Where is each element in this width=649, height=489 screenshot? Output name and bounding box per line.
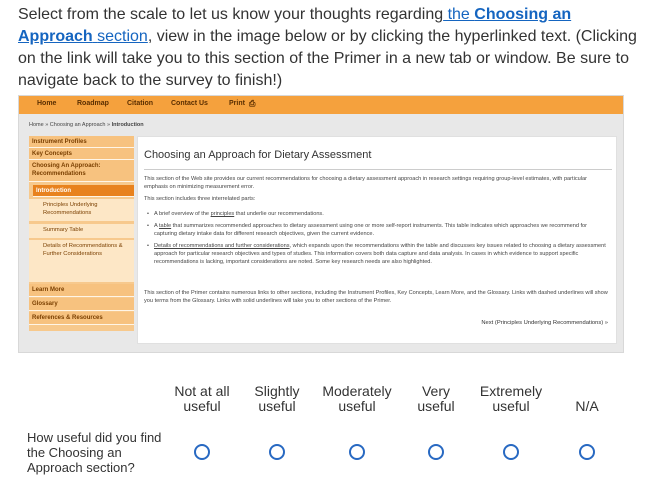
radio-very-useful[interactable] (428, 444, 444, 460)
scale-label-very: Very useful (417, 383, 455, 414)
preview-sidebar-item-active: Introduction (33, 185, 134, 197)
radio-not-at-all-useful[interactable] (194, 444, 210, 460)
scale-label-extremely: Extremely useful (479, 383, 543, 414)
preview-next-link: Next (Principles Underlying Recommendations) » (481, 320, 608, 326)
preview-sidebar-item: Instrument Profiles (29, 136, 134, 148)
preview-page-title: Choosing an Approach for Dietary Assessment (144, 149, 372, 161)
scale-label-na: N/A (575, 398, 599, 414)
divider (144, 169, 612, 170)
preview-sidebar-subitem: Principles Underlying Recommendations (29, 199, 134, 221)
preview-sidebar (29, 136, 134, 331)
section-preview-image (18, 95, 624, 353)
instructions-text: Select from the scale to let us know your thoughts regarding the Choosing an Approach section, view in the image below or by clicking the hyperlinked text. (Clicking on the link will take you to this section of the Primer in a new tab or window. Be sure to navigate back to the survey to finish!) (18, 6, 637, 89)
radio-na[interactable] (579, 444, 595, 460)
printer-icon: ⎙ (249, 99, 256, 108)
preview-sidebar-item: Key Concepts (29, 148, 134, 160)
preview-nav-citation: Citation (127, 100, 154, 107)
preview-breadcrumb: Home » Choosing an Approach » Introduction (29, 122, 144, 128)
preview-bullet: • A table that summarizes recommended approaches to dietary assessment using one or more self-report instruments. This table indicates which approaches we recommend for capturing dietary intake data for different research objectives, given the current evidence. (154, 222, 610, 238)
preview-sidebar-subitem: Summary Table (29, 224, 134, 238)
preview-bullet: • Details of recommendations and further considerations, which expands upon the recommendations within the table and discusses key issues related to choosing a dietary assessment approach for particular research objectives and types of studies. This information covers both data capture and data analysis. In cases in which evidence to support specific recommendations is lacking, important considerations are noted. Some key research needs are also highlighted. (154, 242, 610, 266)
preview-content (137, 136, 617, 344)
preview-bullet: • A brief overview of the principles that underlie our recommendations. (154, 210, 610, 218)
preview-sidebar-item: References & Resources (29, 312, 134, 325)
preview-sidebar-item: Choosing An Approach: Recommendations (29, 160, 134, 182)
preview-nav-bar (19, 96, 624, 114)
preview-sidebar-subitem: Details of Recommendations & Further Considerations (29, 240, 134, 282)
preview-nav-contact: Contact Us (171, 100, 208, 107)
preview-paragraph: This section of the Primer contains numerous links to other sections, including the Instrument Profiles, Key Concepts, Learn More, and the Glossary. Links with dashed underlines will show you terms from the Glossary. Links with solid underlines will take you to other sections of the Primer. (144, 290, 608, 304)
preview-nav-home: Home (37, 100, 57, 107)
preview-sidebar-item: Learn More (29, 284, 134, 297)
scale-label-not-at-all: Not at all useful (174, 383, 230, 414)
preview-sidebar-item: Glossary (29, 298, 134, 311)
radio-extremely-useful[interactable] (503, 444, 519, 460)
preview-nav-print: Print (229, 100, 245, 107)
preview-nav-roadmap: Roadmap (77, 100, 109, 107)
radio-slightly-useful[interactable] (269, 444, 285, 460)
choosing-approach-link[interactable]: the Choosing an Approach section (18, 6, 572, 45)
scale-label-slightly: Slightly useful (254, 383, 300, 414)
preview-paragraph: This section of the Web site provides our current recommendations for choosing a dietary assessment approach in research settings requiring group-level estimates, with particular emphasis on minimizing measurement error. (144, 176, 587, 190)
question-text: How useful did you find the Choosing an Approach section? (27, 430, 162, 475)
radio-moderately-useful[interactable] (349, 444, 365, 460)
preview-paragraph: This section includes three interrelated parts: (144, 196, 256, 202)
scale-label-moderately: Moderately useful (322, 383, 392, 414)
